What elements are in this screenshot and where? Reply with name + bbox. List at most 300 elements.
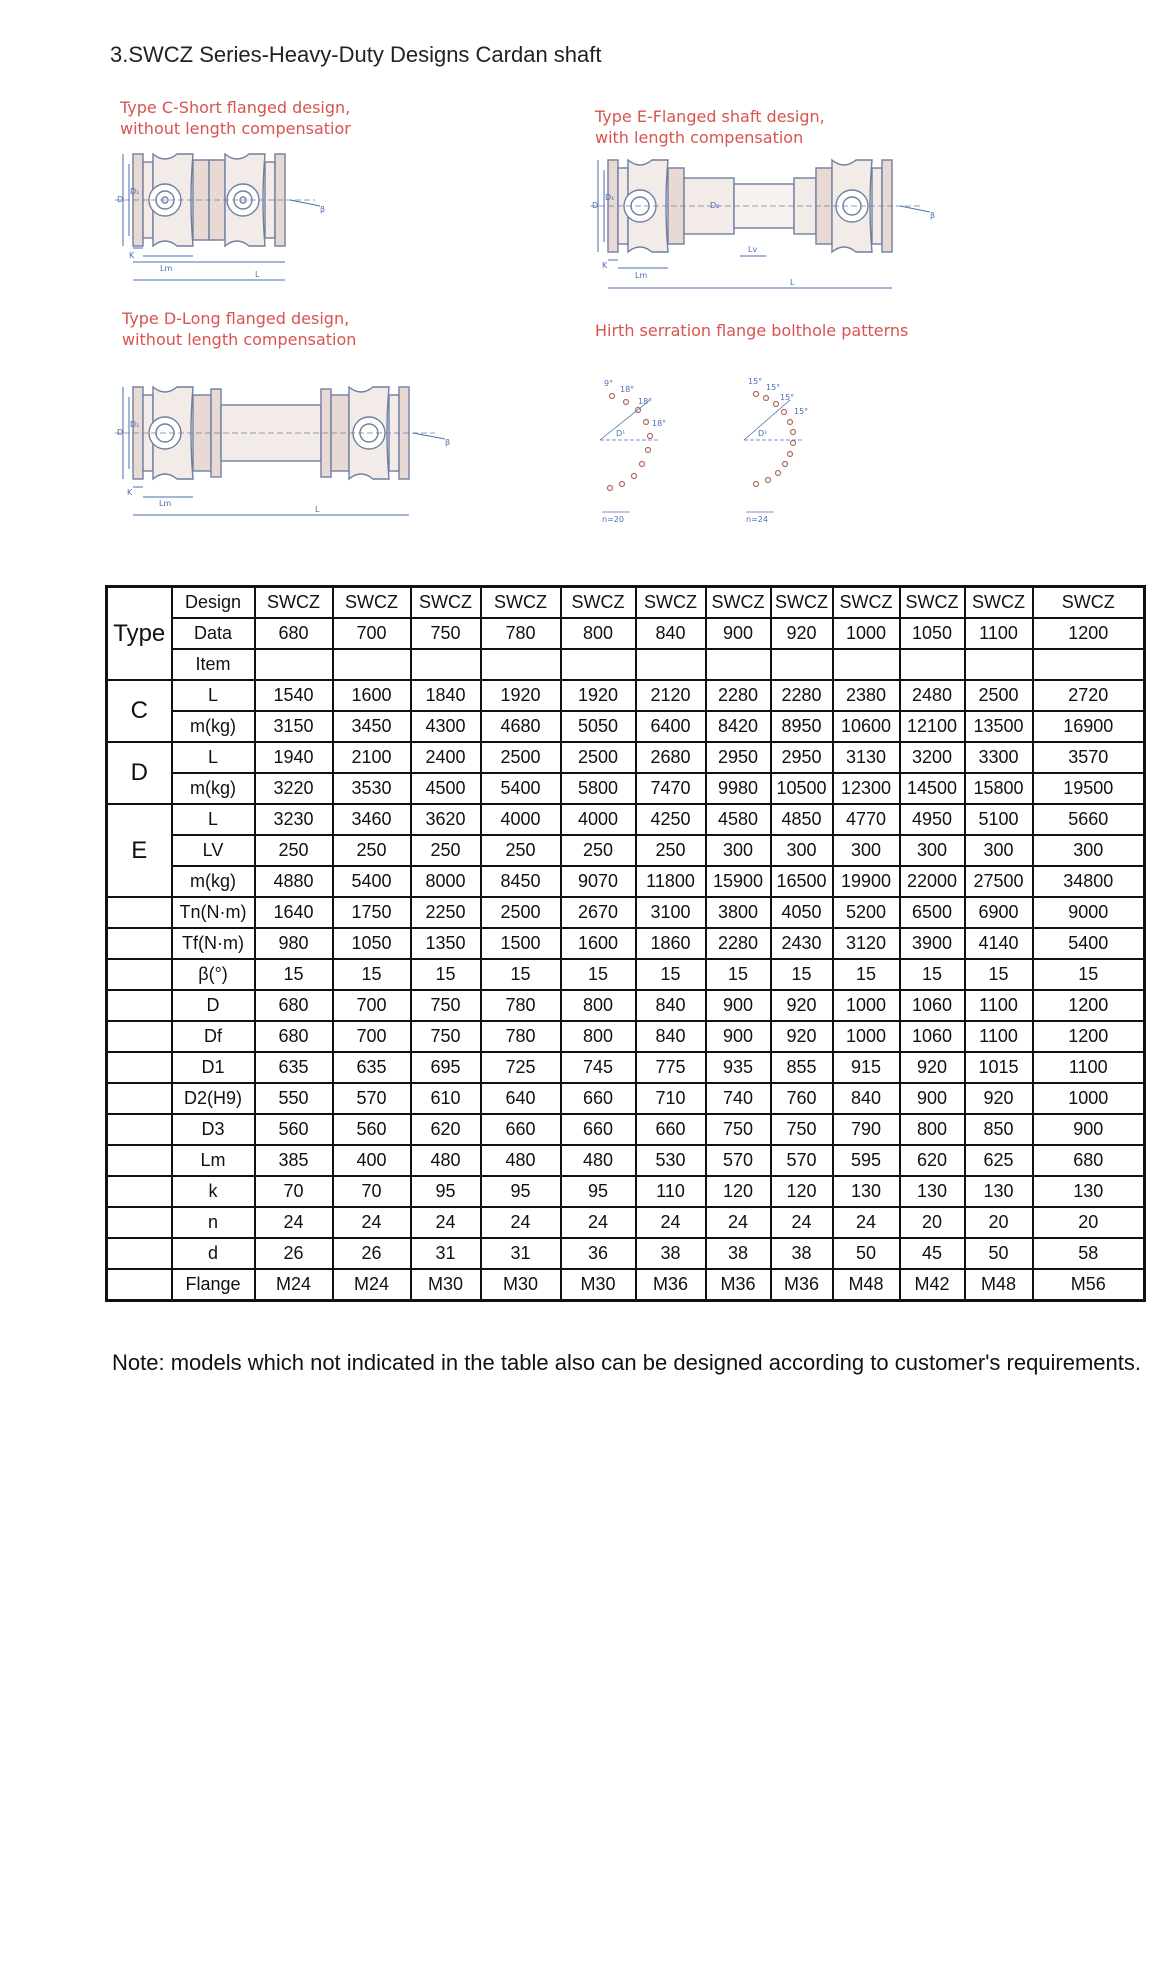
table-row-item <box>107 649 1145 680</box>
table-row <box>107 897 1145 928</box>
value-cell: 8420 <box>706 711 771 742</box>
value-cell: 13500 <box>965 711 1033 742</box>
empty-cell <box>481 649 561 680</box>
empty-type-cell <box>107 1083 172 1114</box>
param-cell: Tf(N·m) <box>172 928 255 959</box>
model-number-cell: 900 <box>706 618 771 649</box>
item-label-cell: Item <box>172 649 255 680</box>
value-cell: 1840 <box>411 680 481 711</box>
label-d-beta: β <box>445 438 451 447</box>
value-cell: 15 <box>481 959 561 990</box>
label-d1: D₁ <box>130 187 140 196</box>
value-cell: 7470 <box>636 773 706 804</box>
label-e-beta: β <box>930 211 936 220</box>
value-cell: 620 <box>411 1114 481 1145</box>
value-cell: 6500 <box>900 897 965 928</box>
table-row <box>107 1145 1145 1176</box>
value-cell: 1500 <box>481 928 561 959</box>
label-e-k: K <box>602 261 608 270</box>
value-cell: 3150 <box>255 711 333 742</box>
value-cell: 3220 <box>255 773 333 804</box>
value-cell: 680 <box>255 990 333 1021</box>
value-cell: 900 <box>1033 1114 1145 1145</box>
value-cell: M24 <box>333 1269 411 1301</box>
value-cell: 560 <box>333 1114 411 1145</box>
model-number-cell: 1000 <box>833 618 900 649</box>
value-cell: 24 <box>561 1207 636 1238</box>
label-beta: β <box>320 205 326 214</box>
value-cell: 935 <box>706 1052 771 1083</box>
value-cell: 750 <box>771 1114 833 1145</box>
table-row <box>107 928 1145 959</box>
value-cell: 2680 <box>636 742 706 773</box>
param-cell: LV <box>172 835 255 866</box>
value-cell: 780 <box>481 1021 561 1052</box>
value-cell: 15 <box>706 959 771 990</box>
type-header-cell: Type <box>107 587 172 681</box>
value-cell: 850 <box>965 1114 1033 1145</box>
empty-type-cell <box>107 1207 172 1238</box>
value-cell: 250 <box>333 835 411 866</box>
table-row <box>107 804 1145 835</box>
value-cell: 26 <box>255 1238 333 1269</box>
value-cell: 3130 <box>833 742 900 773</box>
caption-type-c: Type C-Short flanged design, without length compensatior <box>120 98 351 138</box>
table-row <box>107 835 1145 866</box>
value-cell: 3120 <box>833 928 900 959</box>
param-cell: D3 <box>172 1114 255 1145</box>
label-e-d2: D₂ <box>710 201 720 210</box>
value-cell: 1540 <box>255 680 333 711</box>
value-cell: 2500 <box>965 680 1033 711</box>
value-cell: 1860 <box>636 928 706 959</box>
value-cell: 8000 <box>411 866 481 897</box>
value-cell: 1600 <box>333 680 411 711</box>
model-prefix-cell: SWCZ <box>706 587 771 619</box>
value-cell: 9070 <box>561 866 636 897</box>
value-cell: 3800 <box>706 897 771 928</box>
value-cell: 750 <box>411 990 481 1021</box>
value-cell: 760 <box>771 1083 833 1114</box>
model-number-cell: 750 <box>411 618 481 649</box>
table-row <box>107 1083 1145 1114</box>
empty-cell <box>706 649 771 680</box>
param-cell: D <box>172 990 255 1021</box>
value-cell: 2430 <box>771 928 833 959</box>
value-cell: 640 <box>481 1083 561 1114</box>
value-cell: 920 <box>771 1021 833 1052</box>
value-cell: 24 <box>771 1207 833 1238</box>
drawing-type-c <box>115 140 385 290</box>
value-cell: 790 <box>833 1114 900 1145</box>
value-cell: 3460 <box>333 804 411 835</box>
label-d: D <box>117 195 124 204</box>
value-cell: 3900 <box>900 928 965 959</box>
param-cell: L <box>172 742 255 773</box>
value-cell: 530 <box>636 1145 706 1176</box>
value-cell: 95 <box>561 1176 636 1207</box>
value-cell: 300 <box>965 835 1033 866</box>
value-cell: 4000 <box>561 804 636 835</box>
value-cell: 570 <box>333 1083 411 1114</box>
empty-type-cell <box>107 1176 172 1207</box>
value-cell: M56 <box>1033 1269 1145 1301</box>
label-e-lm: Lm <box>635 271 648 280</box>
table-row <box>107 1238 1145 1269</box>
value-cell: 6900 <box>965 897 1033 928</box>
value-cell: 20 <box>1033 1207 1145 1238</box>
value-cell: 15 <box>636 959 706 990</box>
value-cell: 480 <box>561 1145 636 1176</box>
model-prefix-cell: SWCZ <box>965 587 1033 619</box>
value-cell: 4850 <box>771 804 833 835</box>
empty-cell <box>900 649 965 680</box>
value-cell: 1600 <box>561 928 636 959</box>
value-cell: 2950 <box>706 742 771 773</box>
caption-type-e: Type E-Flanged shaft design, with length compensation <box>595 107 825 147</box>
value-cell: M36 <box>771 1269 833 1301</box>
value-cell: 8450 <box>481 866 561 897</box>
model-prefix-cell: SWCZ <box>833 587 900 619</box>
value-cell: 95 <box>481 1176 561 1207</box>
value-cell: 725 <box>481 1052 561 1083</box>
model-number-cell: 1050 <box>900 618 965 649</box>
value-cell: 1640 <box>255 897 333 928</box>
value-cell: 4000 <box>481 804 561 835</box>
label-deg18b: 18° <box>638 397 653 406</box>
empty-type-cell <box>107 1269 172 1301</box>
value-cell: 70 <box>333 1176 411 1207</box>
model-number-cell: 680 <box>255 618 333 649</box>
value-cell: 1920 <box>481 680 561 711</box>
value-cell: 1100 <box>965 990 1033 1021</box>
value-cell: 660 <box>636 1114 706 1145</box>
value-cell: 3620 <box>411 804 481 835</box>
value-cell: 15800 <box>965 773 1033 804</box>
value-cell: 2950 <box>771 742 833 773</box>
empty-type-cell <box>107 959 172 990</box>
value-cell: 38 <box>771 1238 833 1269</box>
empty-cell <box>411 649 481 680</box>
value-cell: 24 <box>333 1207 411 1238</box>
value-cell: 635 <box>333 1052 411 1083</box>
label-deg15a: 15° <box>748 377 763 386</box>
empty-type-cell <box>107 1238 172 1269</box>
value-cell: 70 <box>255 1176 333 1207</box>
param-cell: m(kg) <box>172 773 255 804</box>
value-cell: 800 <box>561 1021 636 1052</box>
label-d-d: D <box>117 428 124 437</box>
value-cell: 2480 <box>900 680 965 711</box>
table-row <box>107 1176 1145 1207</box>
param-cell: L <box>172 680 255 711</box>
value-cell: 1920 <box>561 680 636 711</box>
value-cell: 250 <box>411 835 481 866</box>
value-cell: 38 <box>706 1238 771 1269</box>
label-d-l: L <box>315 505 320 514</box>
param-cell: L <box>172 804 255 835</box>
value-cell: 31 <box>411 1238 481 1269</box>
empty-cell <box>561 649 636 680</box>
value-cell: 560 <box>255 1114 333 1145</box>
value-cell: 50 <box>833 1238 900 1269</box>
param-cell: n <box>172 1207 255 1238</box>
table-row <box>107 711 1145 742</box>
param-cell: Lm <box>172 1145 255 1176</box>
value-cell: 5400 <box>1033 928 1145 959</box>
label-n24: n=24 <box>746 515 768 524</box>
drawing-type-e <box>590 148 1010 303</box>
value-cell: 130 <box>900 1176 965 1207</box>
value-cell: M48 <box>833 1269 900 1301</box>
value-cell: 130 <box>833 1176 900 1207</box>
value-cell: 250 <box>481 835 561 866</box>
param-cell: m(kg) <box>172 866 255 897</box>
value-cell: 915 <box>833 1052 900 1083</box>
empty-cell <box>833 649 900 680</box>
label-deg15d: 15° <box>794 407 809 416</box>
value-cell: 900 <box>706 1021 771 1052</box>
value-cell: 12300 <box>833 773 900 804</box>
value-cell: M24 <box>255 1269 333 1301</box>
model-prefix-cell: SWCZ <box>900 587 965 619</box>
value-cell: 800 <box>900 1114 965 1145</box>
value-cell: 1060 <box>900 1021 965 1052</box>
label-k: K <box>129 251 135 260</box>
label-deg15b: 15° <box>766 383 781 392</box>
value-cell: 900 <box>900 1083 965 1114</box>
value-cell: 19900 <box>833 866 900 897</box>
value-cell: 1100 <box>965 1021 1033 1052</box>
value-cell: 2670 <box>561 897 636 928</box>
value-cell: 2250 <box>411 897 481 928</box>
value-cell: 15900 <box>706 866 771 897</box>
param-cell: Tn(N·m) <box>172 897 255 928</box>
value-cell: 2400 <box>411 742 481 773</box>
value-cell: 2500 <box>481 897 561 928</box>
table-row <box>107 742 1145 773</box>
type-group-cell: C <box>107 680 172 742</box>
model-number-cell: 1100 <box>965 618 1033 649</box>
value-cell: 15 <box>771 959 833 990</box>
value-cell: 3450 <box>333 711 411 742</box>
empty-type-cell <box>107 990 172 1021</box>
value-cell: 400 <box>333 1145 411 1176</box>
value-cell: 16500 <box>771 866 833 897</box>
value-cell: 58 <box>1033 1238 1145 1269</box>
value-cell: 1940 <box>255 742 333 773</box>
value-cell: 480 <box>411 1145 481 1176</box>
param-cell: d <box>172 1238 255 1269</box>
value-cell: 15 <box>833 959 900 990</box>
value-cell: 920 <box>965 1083 1033 1114</box>
value-cell: 700 <box>333 1021 411 1052</box>
label-e-l: L <box>790 278 795 287</box>
value-cell: 9980 <box>706 773 771 804</box>
value-cell: 1200 <box>1033 1021 1145 1052</box>
value-cell: 14500 <box>900 773 965 804</box>
value-cell: 36 <box>561 1238 636 1269</box>
value-cell: 250 <box>636 835 706 866</box>
value-cell: 3530 <box>333 773 411 804</box>
empty-type-cell <box>107 1145 172 1176</box>
value-cell: 4580 <box>706 804 771 835</box>
value-cell: M30 <box>561 1269 636 1301</box>
value-cell: 855 <box>771 1052 833 1083</box>
value-cell: 480 <box>481 1145 561 1176</box>
label-e-lv: Lv <box>748 245 758 254</box>
value-cell: M30 <box>481 1269 561 1301</box>
param-cell: k <box>172 1176 255 1207</box>
value-cell: 660 <box>561 1114 636 1145</box>
param-cell: β(°) <box>172 959 255 990</box>
value-cell: 750 <box>411 1021 481 1052</box>
value-cell: 620 <box>900 1145 965 1176</box>
label-d-k: K <box>127 488 133 497</box>
value-cell: 5400 <box>481 773 561 804</box>
table-row <box>107 773 1145 804</box>
label-n20: n=20 <box>602 515 624 524</box>
label-hirth-d1b: D¹ <box>758 429 768 438</box>
value-cell: 635 <box>255 1052 333 1083</box>
table-row <box>107 959 1145 990</box>
value-cell: 660 <box>481 1114 561 1145</box>
value-cell: 4950 <box>900 804 965 835</box>
value-cell: 20 <box>900 1207 965 1238</box>
spec-table-body <box>107 587 1145 1301</box>
value-cell: 12100 <box>900 711 965 742</box>
value-cell: 920 <box>900 1052 965 1083</box>
value-cell: 2500 <box>561 742 636 773</box>
value-cell: 27500 <box>965 866 1033 897</box>
value-cell: 300 <box>900 835 965 866</box>
empty-cell <box>1033 649 1145 680</box>
model-number-cell: 1200 <box>1033 618 1145 649</box>
model-prefix-cell: SWCZ <box>771 587 833 619</box>
value-cell: 130 <box>965 1176 1033 1207</box>
empty-type-cell <box>107 928 172 959</box>
model-prefix-cell: SWCZ <box>561 587 636 619</box>
value-cell: 120 <box>706 1176 771 1207</box>
value-cell: 24 <box>411 1207 481 1238</box>
value-cell: 22000 <box>900 866 965 897</box>
empty-cell <box>771 649 833 680</box>
value-cell: 1000 <box>833 990 900 1021</box>
value-cell: 550 <box>255 1083 333 1114</box>
value-cell: 1000 <box>833 1021 900 1052</box>
empty-type-cell <box>107 897 172 928</box>
value-cell: 775 <box>636 1052 706 1083</box>
value-cell: 24 <box>255 1207 333 1238</box>
model-prefix-cell: SWCZ <box>333 587 411 619</box>
table-row <box>107 1269 1145 1301</box>
model-number-cell: 840 <box>636 618 706 649</box>
value-cell: 250 <box>561 835 636 866</box>
value-cell: 31 <box>481 1238 561 1269</box>
value-cell: 4770 <box>833 804 900 835</box>
value-cell: 5800 <box>561 773 636 804</box>
value-cell: 5100 <box>965 804 1033 835</box>
type-group-cell: D <box>107 742 172 804</box>
value-cell: 2100 <box>333 742 411 773</box>
value-cell: 300 <box>771 835 833 866</box>
empty-type-cell <box>107 1114 172 1145</box>
value-cell: 840 <box>636 990 706 1021</box>
table-row <box>107 990 1145 1021</box>
value-cell: 4500 <box>411 773 481 804</box>
value-cell: 3570 <box>1033 742 1145 773</box>
data-label-cell: Data <box>172 618 255 649</box>
param-cell: D1 <box>172 1052 255 1083</box>
spec-table <box>105 585 1146 1302</box>
param-cell: Flange <box>172 1269 255 1301</box>
param-cell: D2(H9) <box>172 1083 255 1114</box>
label-hirth-d1a: D¹ <box>616 429 626 438</box>
value-cell: 15 <box>1033 959 1145 990</box>
value-cell: 2280 <box>706 680 771 711</box>
caption-hirth: Hirth serration flange bolthole patterns <box>595 321 909 340</box>
label-d-d1: D₁ <box>130 420 140 429</box>
label-e-d1: D₁ <box>605 193 615 202</box>
value-cell: 50 <box>965 1238 1033 1269</box>
page-title: 3.SWCZ Series-Heavy-Duty Designs Cardan shaft <box>110 42 602 67</box>
value-cell: 3100 <box>636 897 706 928</box>
value-cell: 300 <box>1033 835 1145 866</box>
value-cell: 34800 <box>1033 866 1145 897</box>
value-cell: 660 <box>561 1083 636 1114</box>
value-cell: 710 <box>636 1083 706 1114</box>
table-row <box>107 680 1145 711</box>
label-lm: Lm <box>160 264 173 273</box>
value-cell: 1050 <box>333 928 411 959</box>
value-cell: 695 <box>411 1052 481 1083</box>
value-cell: 1750 <box>333 897 411 928</box>
value-cell: 1015 <box>965 1052 1033 1083</box>
value-cell: M36 <box>636 1269 706 1301</box>
value-cell: 610 <box>411 1083 481 1114</box>
value-cell: 24 <box>636 1207 706 1238</box>
value-cell: 1100 <box>1033 1052 1145 1083</box>
value-cell: 1200 <box>1033 990 1145 1021</box>
model-prefix-cell: SWCZ <box>1033 587 1145 619</box>
drawing-type-d <box>115 375 535 530</box>
value-cell: 4050 <box>771 897 833 928</box>
model-prefix-cell: SWCZ <box>481 587 561 619</box>
value-cell: 6400 <box>636 711 706 742</box>
value-cell: 3230 <box>255 804 333 835</box>
value-cell: 980 <box>255 928 333 959</box>
value-cell: 2720 <box>1033 680 1145 711</box>
value-cell: 15 <box>965 959 1033 990</box>
value-cell: 595 <box>833 1145 900 1176</box>
value-cell: 300 <box>833 835 900 866</box>
empty-cell <box>255 649 333 680</box>
table-row <box>107 1114 1145 1145</box>
value-cell: 15 <box>900 959 965 990</box>
value-cell: 16900 <box>1033 711 1145 742</box>
value-cell: 38 <box>636 1238 706 1269</box>
value-cell: 625 <box>965 1145 1033 1176</box>
value-cell: 740 <box>706 1083 771 1114</box>
value-cell: M36 <box>706 1269 771 1301</box>
value-cell: 26 <box>333 1238 411 1269</box>
value-cell: 19500 <box>1033 773 1145 804</box>
value-cell: 11800 <box>636 866 706 897</box>
value-cell: 3200 <box>900 742 965 773</box>
value-cell: M30 <box>411 1269 481 1301</box>
value-cell: 700 <box>333 990 411 1021</box>
value-cell: 300 <box>706 835 771 866</box>
